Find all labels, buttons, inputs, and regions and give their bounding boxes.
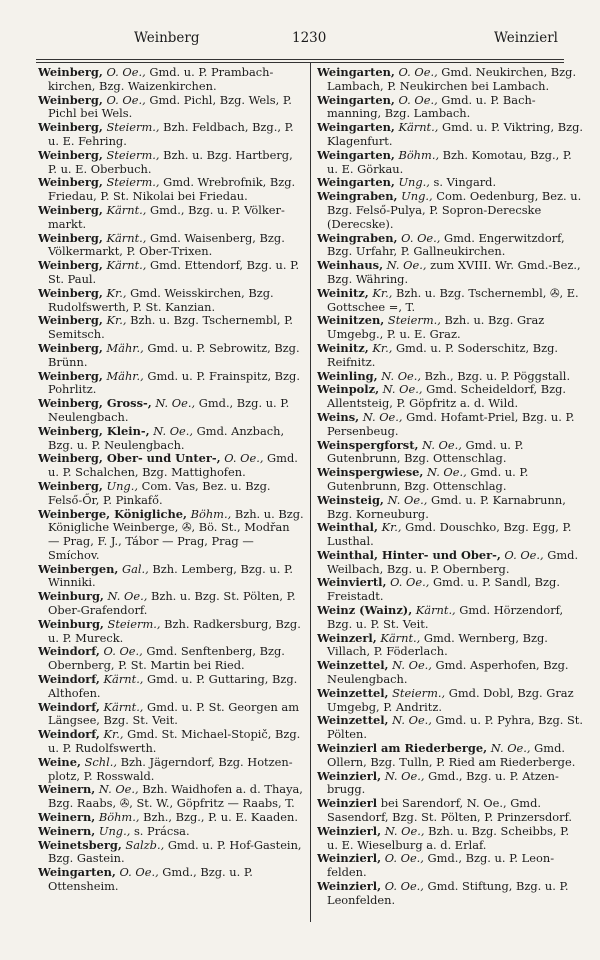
- gazetteer-entry: [317, 687, 583, 715]
- entry-text: Gmd. Weisskirchen, Bzg. Rudolfswerth, P. St. Kanzian.: [48, 285, 274, 314]
- entry-headword: Weinberg,: [38, 285, 103, 300]
- gazetteer-entry: [317, 632, 583, 660]
- entry-text: Gmd. Asperhofen, Bzg. Neulengbach.: [327, 658, 569, 687]
- entry-headword: Weinviertl,: [317, 575, 387, 590]
- entry-region: O. Oe.,: [106, 92, 146, 107]
- gazetteer-entry: [38, 866, 304, 894]
- entry-region: O. Oe.,: [103, 644, 143, 659]
- entry-headword: Weinberg, Klein-,: [38, 423, 150, 438]
- entry-region: N. Oe.,: [382, 382, 423, 397]
- gazetteer-entry: [38, 811, 304, 825]
- entry-headword: Weinitz,: [317, 285, 369, 300]
- gazetteer-entry: [317, 604, 583, 632]
- entry-headword: Weinzettel,: [317, 658, 389, 673]
- entry-region: O. Oe.,: [398, 66, 438, 79]
- entry-region: N. Oe.,: [392, 713, 432, 728]
- gazetteer-entry: [38, 94, 304, 122]
- entry-headword: Weinitzen,: [317, 313, 385, 328]
- entry-region: Ung.,: [401, 189, 433, 204]
- entry-headword: Weinbergen,: [38, 561, 119, 576]
- entry-region: Steierm.,: [107, 616, 161, 631]
- entry-headword: Weinzierl,: [317, 879, 382, 894]
- entry-region: N. Oe.,: [381, 368, 422, 383]
- entry-text: Gmd. u. P. Frainspitz, Bzg. Pohrlitz.: [48, 368, 300, 397]
- gazetteer-entry: [38, 287, 304, 315]
- entry-region: Steierm.,: [106, 120, 160, 135]
- entry-headword: Weinern,: [38, 823, 96, 838]
- entry-region: N. Oe.,: [386, 258, 427, 273]
- entry-region: Mähr.,: [106, 340, 144, 355]
- gazetteer-entry: [317, 659, 583, 687]
- entry-headword: Weinling,: [317, 368, 378, 383]
- entry-text: Gmd. Dobl, Bzg. Graz Umgebg, P. Andritz.: [327, 685, 574, 714]
- entry-text: Gmd., Bzg. u. P. Ottensheim.: [48, 865, 253, 894]
- entry-text: Bzh. Radkersburg, Bzg. u. P. Mureck.: [48, 616, 301, 645]
- gazetteer-entry: [38, 673, 304, 701]
- entry-text: Gmd., Bzg. u. P. Völkermarkt.: [48, 202, 285, 231]
- gazetteer-entry: [317, 383, 583, 411]
- entry-region: N. Oe.,: [107, 589, 148, 604]
- entry-text: Gmd. Ettendorf, Bzg. u. P. St. Paul.: [48, 258, 300, 286]
- entry-text: Bzh. Jägerndorf, Bzg. Hotzenplotz, P. Rosswald.: [48, 754, 293, 783]
- gazetteer-entry: [38, 756, 304, 784]
- gazetteer-entry: [317, 797, 583, 825]
- entry-text: Bzh. Feldbach, Bzg., P. u. E. Fehring.: [48, 120, 294, 148]
- gazetteer-entry: [38, 480, 304, 508]
- gazetteer-entry: [38, 259, 304, 287]
- gazetteer-entry: [38, 452, 304, 480]
- entry-headword: Weinpolz,: [317, 382, 380, 397]
- entry-headword: Weinberg,: [38, 202, 103, 217]
- entry-headword: Weine,: [38, 754, 81, 769]
- entry-region: Ung.,: [398, 175, 430, 190]
- entry-headword: Weinberg,: [38, 368, 103, 383]
- entry-headword: Weinzierl,: [317, 823, 382, 838]
- entry-headword: Weinzierl am Riederberge,: [317, 741, 488, 756]
- entry-text: Gmd. Scheideldorf, Bzg. Allentsteig, P. Göpfritz a. d. Wild.: [327, 382, 567, 411]
- gazetteer-entry: [317, 825, 583, 853]
- entry-text: Gmd., Bzg. u. P. Neulengbach.: [48, 396, 290, 424]
- entry-region: Kr.,: [106, 313, 127, 328]
- header-rule-double: [36, 62, 564, 63]
- entry-text: Gmd. Senftenberg, Bzg. Obernberg, P. St. Martin bei Ried.: [48, 644, 285, 673]
- gazetteer-entry: [38, 645, 304, 673]
- entry-region: N. Oe.,: [362, 409, 403, 424]
- entry-region: Gal.,: [122, 561, 149, 576]
- gazetteer-entry: [317, 232, 583, 260]
- gazetteer-entry: [38, 121, 304, 149]
- entry-region: N. Oe.,: [426, 465, 467, 480]
- entry-headword: Weinburg,: [38, 616, 104, 631]
- entry-text: Bzh. u. Bzg. Hartberg, P. u. E. Oberbuch.: [48, 147, 293, 176]
- entry-text: Gmd. Anzbach, Bzg. u. P. Neulengbach.: [48, 423, 285, 452]
- entry-headword: Weinthal,: [317, 520, 378, 535]
- entry-headword: Weingarten,: [317, 92, 395, 107]
- entry-text: Gmd. Wernberg, Bzg. Villach, P. Föderlach.: [327, 630, 548, 659]
- entry-region: Kr.,: [381, 520, 402, 535]
- gazetteer-entry: [38, 618, 304, 646]
- entry-headword: Weinzerl,: [317, 630, 377, 645]
- entry-text: Gmd. u. P. Karnabrunn, Bzg. Korneuburg.: [327, 492, 566, 521]
- entry-text: Gmd. u. P. Schalchen, Bzg. Mattighofen.: [48, 451, 298, 480]
- entry-region: N. Oe.,: [153, 423, 194, 438]
- gazetteer-entry: [317, 121, 583, 149]
- entry-text: Gmd. Engerwitzdorf, Bzg. Urfahr, P. Gallneukirchen.: [327, 230, 565, 259]
- entry-text: Gmd. u. P. Pyhra, Bzg. St. Pölten.: [327, 713, 583, 742]
- entry-headword: Weindorf,: [38, 727, 100, 742]
- entry-text: Gmd. u. P. Soderschitz, Bzg. Reifnitz.: [327, 340, 559, 369]
- entry-headword: Weindorf,: [38, 644, 100, 659]
- entry-text: Gmd. u. P. Gutenbrunn, Bzg. Ottenschlag.: [327, 465, 529, 493]
- entry-text: Gmd. Douschko, Bzg. Egg, P. Lusthal.: [327, 520, 572, 549]
- entry-text: Gmd. u. P. Sebrowitz, Bzg. Brünn.: [48, 340, 300, 369]
- entry-region: Kärnt.,: [415, 603, 456, 618]
- entry-text: Bzh. u. Bzg. Scheibbs, P. u. E. Wieselburg a. d. Erlaf.: [327, 823, 570, 852]
- entry-text: Bzh., Bzg. u. P. Pöggstall.: [421, 368, 571, 383]
- entry-text: Gmd. u. P. Sandl, Bzg. Freistadt.: [327, 575, 560, 604]
- entry-region: Kärnt.,: [106, 258, 147, 273]
- entry-region: Kärnt.,: [103, 672, 144, 687]
- entry-region: O. Oe.,: [106, 66, 146, 79]
- entry-text: Gmd. St. Michael-Stopič, Bzg. u. P. Rudolfswerth.: [48, 727, 301, 756]
- entry-region: Böhm.,: [398, 147, 440, 162]
- gazetteer-entry: [38, 563, 304, 591]
- entry-region: Kärnt.,: [398, 120, 439, 135]
- entry-headword: Weingraben,: [317, 189, 398, 204]
- entry-text: Gmd. u. P. Viktring, Bzg. Klagenfurt.: [327, 120, 583, 148]
- entry-text: Gmd. Stiftung, Bzg. u. P. Leonfelden.: [327, 879, 569, 907]
- entry-region: Steierm.,: [387, 313, 441, 328]
- entry-headword: Weinzettel,: [317, 713, 389, 728]
- gazetteer-entry: [317, 466, 583, 494]
- entry-headword: Weinspergwiese,: [317, 465, 424, 480]
- gazetteer-entry: [38, 149, 304, 177]
- entry-text: bei Sarendorf, N. Oe., Gmd. Sasendorf, Bzg. St. Pölten, P. Prinzersdorf.: [327, 796, 573, 825]
- gazetteer-entry: [38, 728, 304, 756]
- entry-headword: Weinberg, Gross-,: [38, 396, 152, 411]
- entry-region: Kärnt.,: [380, 630, 421, 645]
- entry-headword: Weinburg,: [38, 589, 104, 604]
- entry-region: Mähr.,: [106, 368, 144, 383]
- entry-text: Bzh. u. Bzg. Tschernembl, P. Semitsch.: [48, 313, 294, 342]
- gazetteer-entry: [317, 287, 583, 315]
- gazetteer-entry: [38, 342, 304, 370]
- entry-region: O. Oe.,: [224, 451, 264, 466]
- entry-headword: Weinspergforst,: [317, 437, 419, 452]
- gazetteer-entry: [38, 176, 304, 204]
- entry-headword: Weinberg,: [38, 258, 103, 273]
- entry-region: Steierm.,: [392, 685, 446, 700]
- entry-region: Kärnt.,: [106, 202, 147, 217]
- entry-region: Ung.,: [98, 823, 131, 838]
- gazetteer-entry: [317, 439, 583, 467]
- gazetteer-entry: [317, 494, 583, 522]
- left-column: [38, 66, 304, 916]
- entry-headword: Weinitz,: [317, 340, 369, 355]
- entry-headword: Weins,: [317, 409, 360, 424]
- entry-text: Gmd. Hörzendorf, Bzg. u. P. St. Veit.: [327, 603, 564, 631]
- entry-headword: Weinberg,: [38, 66, 103, 79]
- gazetteer-entry: [38, 508, 304, 563]
- column-divider: [310, 62, 311, 922]
- entry-headword: Weinberg,: [38, 92, 103, 107]
- entry-headword: Weinzierl: [317, 796, 378, 811]
- entry-text: Gmd. Pichl, Bzg. Wels, P. Pichl bei Wels.: [48, 92, 292, 121]
- entry-text: Com. Oedenburg, Bez. u. Bzg. Felső-Pulya, P. Sopron-Derecske (Derecske).: [327, 189, 582, 231]
- entry-text: Gmd. Wrebrofnik, Bzg. Friedau, P. St. Nikolai bei Friedau.: [48, 175, 296, 204]
- entry-text: s. Vingard.: [429, 175, 497, 190]
- page-number: 1230: [292, 30, 327, 46]
- entry-region: Steierm.,: [106, 175, 160, 190]
- entry-headword: Weinzierl,: [317, 851, 382, 866]
- right-column: [317, 66, 583, 916]
- entry-headword: Weinberg,: [38, 478, 103, 493]
- entry-region: Kr.,: [103, 727, 124, 742]
- entry-region: O. Oe.,: [504, 547, 544, 562]
- gazetteer-entry: [317, 66, 583, 94]
- entry-headword: Weingarten,: [317, 175, 395, 190]
- entry-headword: Weinberg,: [38, 230, 103, 245]
- gazetteer-entry: [38, 66, 304, 94]
- gazetteer-entry: [38, 839, 304, 867]
- entry-region: Kr.,: [106, 285, 127, 300]
- gazetteer-entry: [38, 370, 304, 398]
- gazetteer-entry: [317, 342, 583, 370]
- entry-headword: Weinberg,: [38, 340, 103, 355]
- gazetteer-entry: [317, 576, 583, 604]
- entry-headword: Weinzierl,: [317, 768, 382, 783]
- entry-headword: Weindorf,: [38, 699, 100, 714]
- header-rule: [36, 59, 564, 60]
- gazetteer-entry: [38, 701, 304, 729]
- entry-region: O. Oe.,: [398, 92, 438, 107]
- entry-headword: Weinberg,: [38, 120, 103, 135]
- gazetteer-entry: [38, 314, 304, 342]
- gazetteer-entry: [317, 94, 583, 122]
- entry-headword: Weingraben,: [317, 230, 398, 245]
- entry-text: Gmd., Bzg. u. P. Leonfelden.: [327, 851, 555, 880]
- running-head-left: Weinberg: [134, 30, 200, 46]
- gazetteer-entry: [317, 176, 583, 190]
- entry-region: Steierm.,: [106, 147, 160, 162]
- entry-text: Gmd. Hofamt-Priel, Bzg. u. P. Persenbeug.: [327, 409, 575, 438]
- gazetteer-entry: [38, 590, 304, 618]
- entry-text: Gmd. Neukirchen, Bzg. Lambach, P. Neukirchen bei Lambach.: [327, 66, 577, 93]
- entry-text: zum XVIII. Wr. Gmd.-Bez., Bzg. Währing.: [327, 258, 581, 286]
- entry-headword: Weinetsberg,: [38, 837, 122, 852]
- entry-text: Gmd. Waisenberg, Bzg. Völkermarkt, P. Ober-Trixen.: [48, 230, 285, 259]
- entry-text: Gmd. u. P. St. Georgen am Längsee, Bzg. St. Veit.: [48, 699, 300, 728]
- entry-text: Gmd. u. P. Guttaring, Bzg. Althofen.: [48, 672, 298, 700]
- entry-text: Gmd. u. P. Prambachkirchen, Bzg. Waizenkirchen.: [48, 66, 274, 93]
- gazetteer-entry: [317, 880, 583, 908]
- gazetteer-entry: [317, 770, 583, 798]
- entry-region: O. Oe.,: [384, 851, 424, 866]
- entry-headword: Weingarten,: [317, 120, 395, 135]
- entry-headword: Weingarten,: [317, 147, 395, 162]
- gazetteer-entry: [317, 521, 583, 549]
- entry-region: Salzb.,: [125, 837, 165, 852]
- entry-headword: Weinthal, Hinter- und Ober-,: [317, 547, 501, 562]
- entry-text: Gmd. Weilbach, Bzg. u. P. Obernberg.: [327, 547, 579, 576]
- page-header: [38, 30, 562, 50]
- entry-region: Ung.,: [106, 478, 138, 493]
- entry-headword: Weinhaus,: [317, 258, 384, 273]
- entry-headword: Weinern,: [38, 782, 96, 797]
- entry-text: Gmd., Bzg. u. P. Atzenbrugg.: [327, 768, 559, 797]
- entry-region: O. Oe.,: [401, 230, 441, 245]
- entry-headword: Weingarten,: [317, 66, 395, 79]
- gazetteer-entry: [317, 149, 583, 177]
- entry-headword: Weingarten,: [38, 865, 116, 880]
- gazetteer-entry: [317, 549, 583, 577]
- gazetteer-entry: [317, 742, 583, 770]
- entry-region: N. Oe.,: [98, 782, 139, 797]
- gazetteer-entry: [38, 204, 304, 232]
- gazetteer-entry: [317, 259, 583, 287]
- gazetteer-entry: [317, 370, 583, 384]
- entry-region: Kr.,: [372, 340, 393, 355]
- entry-text: Bzh. u. Bzg. Königliche Weinberge, ✇, Bö. St., Modřan — Prag, F. J., Tábor — Prag, Prag — Smíchov.: [48, 506, 304, 562]
- entry-region: N. Oe.,: [422, 437, 462, 452]
- entry-headword: Weinberge, Königliche,: [38, 506, 187, 521]
- entry-text: Bzh. Waidhofen a. d. Thaya, Bzg. Raabs, ✇, St. W., Göpfritz — Raabs, T.: [48, 782, 303, 811]
- entry-headword: Weinberg,: [38, 175, 103, 190]
- entry-region: N. Oe.,: [384, 768, 425, 783]
- entry-text: Gmd. u. P. Gutenbrunn, Bzg. Ottenschlag.: [327, 437, 524, 466]
- entry-region: O. Oe.,: [119, 865, 159, 880]
- entry-region: N. Oe.,: [490, 741, 531, 756]
- gazetteer-entry: [38, 425, 304, 453]
- entry-region: Schl.,: [84, 754, 117, 769]
- entry-text: Bzh. u. Bzg. Graz Umgebg., P. u. E. Graz.: [327, 313, 545, 342]
- gazetteer-entry: [38, 232, 304, 260]
- entry-text: Gmd. u. P. Hof-Gastein, Bzg. Gastein.: [48, 837, 302, 866]
- entry-region: N. Oe.,: [155, 396, 196, 411]
- entry-headword: Weinsteig,: [317, 492, 384, 507]
- entry-region: Böhm.,: [98, 810, 140, 825]
- entry-headword: Weinberg,: [38, 313, 103, 328]
- gazetteer-entry: [317, 314, 583, 342]
- entry-region: Kr.,: [372, 285, 393, 300]
- entry-text: Bzh. Lemberg, Bzg. u. P. Winniki.: [48, 561, 293, 590]
- entry-region: O. Oe.,: [384, 879, 424, 894]
- entry-text: s. Prácsa.: [130, 823, 190, 838]
- entry-headword: Weindorf,: [38, 672, 100, 687]
- gazetteer-entry: [317, 411, 583, 439]
- entry-text: Com. Vas, Bez. u. Bzg. Felső-Őr, P. Pinkafő.: [48, 478, 271, 507]
- entry-text: Bzh. u. Bzg. Tschernembl, ✇, E. Gottschee =, T.: [327, 285, 579, 314]
- entry-region: N. Oe.,: [387, 492, 428, 507]
- entry-text: Bzh., Bzg., P. u. E. Kaaden.: [139, 810, 298, 825]
- running-head-right: Weinzierl: [494, 30, 558, 46]
- gazetteer-entry: [317, 190, 583, 231]
- entry-headword: Weinern,: [38, 810, 96, 825]
- gazetteer-entry: [38, 397, 304, 425]
- entry-region: Böhm.,: [190, 506, 232, 521]
- gazetteer-entry: [317, 714, 583, 742]
- entry-region: N. Oe.,: [384, 823, 425, 838]
- entry-headword: Weinz (Wainz),: [317, 603, 413, 618]
- entry-text: Gmd. u. P. Bachmanning, Bzg. Lambach.: [327, 92, 536, 121]
- gazetteer-entry: [317, 852, 583, 880]
- entry-headword: Weinzettel,: [317, 685, 389, 700]
- entry-text: Gmd. Ollern, Bzg. Tulln, P. Ried am Riederberge.: [327, 741, 576, 769]
- entry-region: O. Oe.,: [390, 575, 430, 590]
- entry-headword: Weinberg, Ober- und Unter-,: [38, 451, 221, 466]
- entry-region: Kärnt.,: [103, 699, 144, 714]
- entry-text: Bzh. u. Bzg. St. Pölten, P. Ober-Grafendorf.: [48, 589, 296, 618]
- entry-headword: Weinberg,: [38, 147, 103, 162]
- entry-text: Bzh. Komotau, Bzg., P. u. E. Görkau.: [327, 147, 572, 176]
- entry-region: N. Oe.,: [392, 658, 432, 673]
- gazetteer-entry: [38, 783, 304, 811]
- entry-region: Kärnt.,: [106, 230, 147, 245]
- gazetteer-entry: [38, 825, 304, 839]
